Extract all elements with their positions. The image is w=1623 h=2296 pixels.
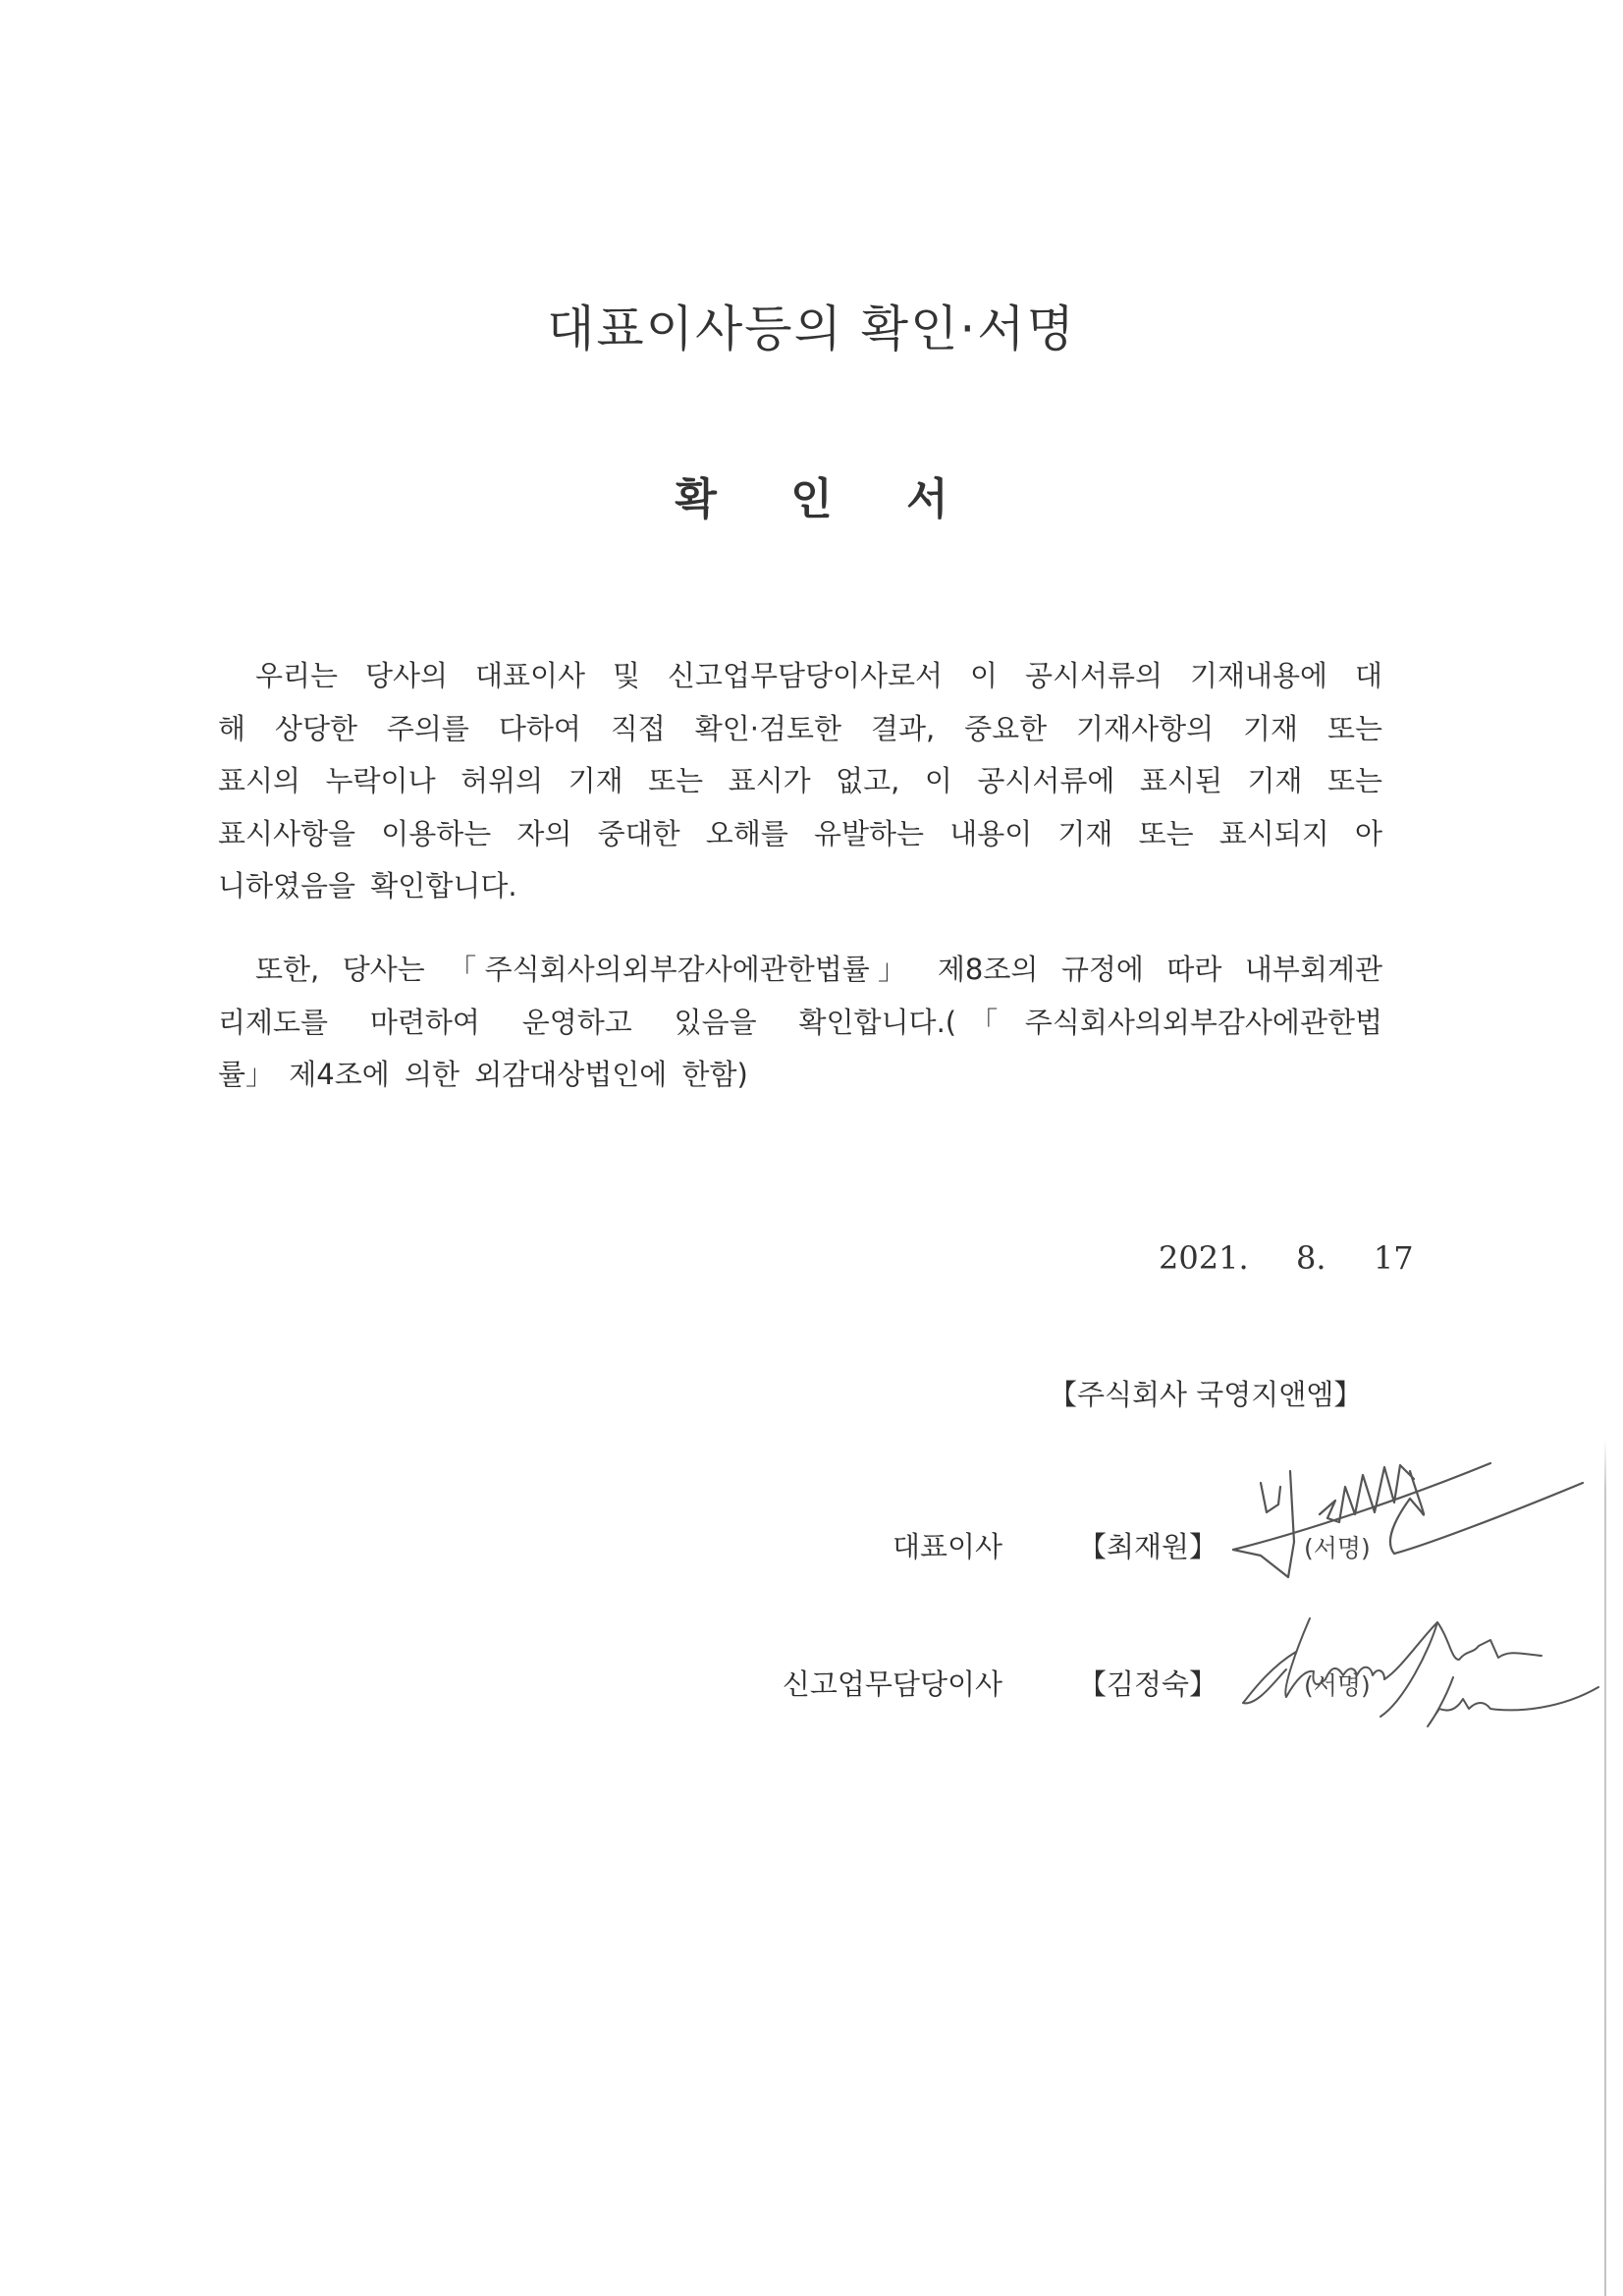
signer-disclosure-director — [0, 1663, 1623, 1722]
document-subtitle: 확 인 서 — [675, 474, 978, 524]
signer-ceo — [0, 1525, 1623, 1584]
seal-label: (서명) — [1304, 1671, 1371, 1700]
paragraph-line: 우리는 당사의 대표이사 및 신고업무담당이사로서 이 공시서류의 기재내용에 대 — [255, 659, 1382, 692]
paragraph-line: 리제도를 마련하여 운영하고 있음을 확인합니다.(「주식회사의외부감사에관한법 — [218, 1005, 1382, 1039]
paragraph-line: 해 상당한 주의를 다하여 직접 확인·검토한 결과, 중요한 기재사항의 기재 또는 — [218, 711, 1382, 745]
document-title: 대표이사등의 확인·서명 — [547, 301, 1076, 357]
signer-name: 【최재원】 — [1078, 1530, 1218, 1563]
company-name: 【주식회사 국영지앤엠】 — [1049, 1378, 1363, 1411]
signer-name: 【김정숙】 — [1078, 1667, 1218, 1701]
seal-label: (서명) — [1304, 1534, 1371, 1562]
paragraph-line: 률」 제4조에 의한 외감대상법인에 한함) — [218, 1058, 748, 1091]
paragraph-line: 니하였음을 확인합니다. — [218, 869, 517, 902]
signer-role: 대표이사 — [892, 1530, 1002, 1563]
paragraph-line: 또한, 당사는 「주식회사의외부감사에관한법률」 제8조의 규정에 따라 내부회계관 — [255, 953, 1382, 986]
paragraph-line: 표시의 누락이나 허위의 기재 또는 표시가 없고, 이 공시서류에 표시된 기재 또는 — [218, 764, 1382, 797]
document-date: 2021. 8. 17 — [1159, 1239, 1414, 1277]
paragraph-line: 표시사항을 이용하는 자의 중대한 오해를 유발하는 내용이 기재 또는 표시되지 아 — [218, 816, 1382, 850]
signer-role: 신고업무담당이사 — [782, 1667, 1002, 1701]
internal-control-paragraph — [218, 944, 1382, 1102]
confirmation-paragraph — [218, 650, 1382, 913]
scan-edge-line — [1604, 1439, 1606, 2296]
